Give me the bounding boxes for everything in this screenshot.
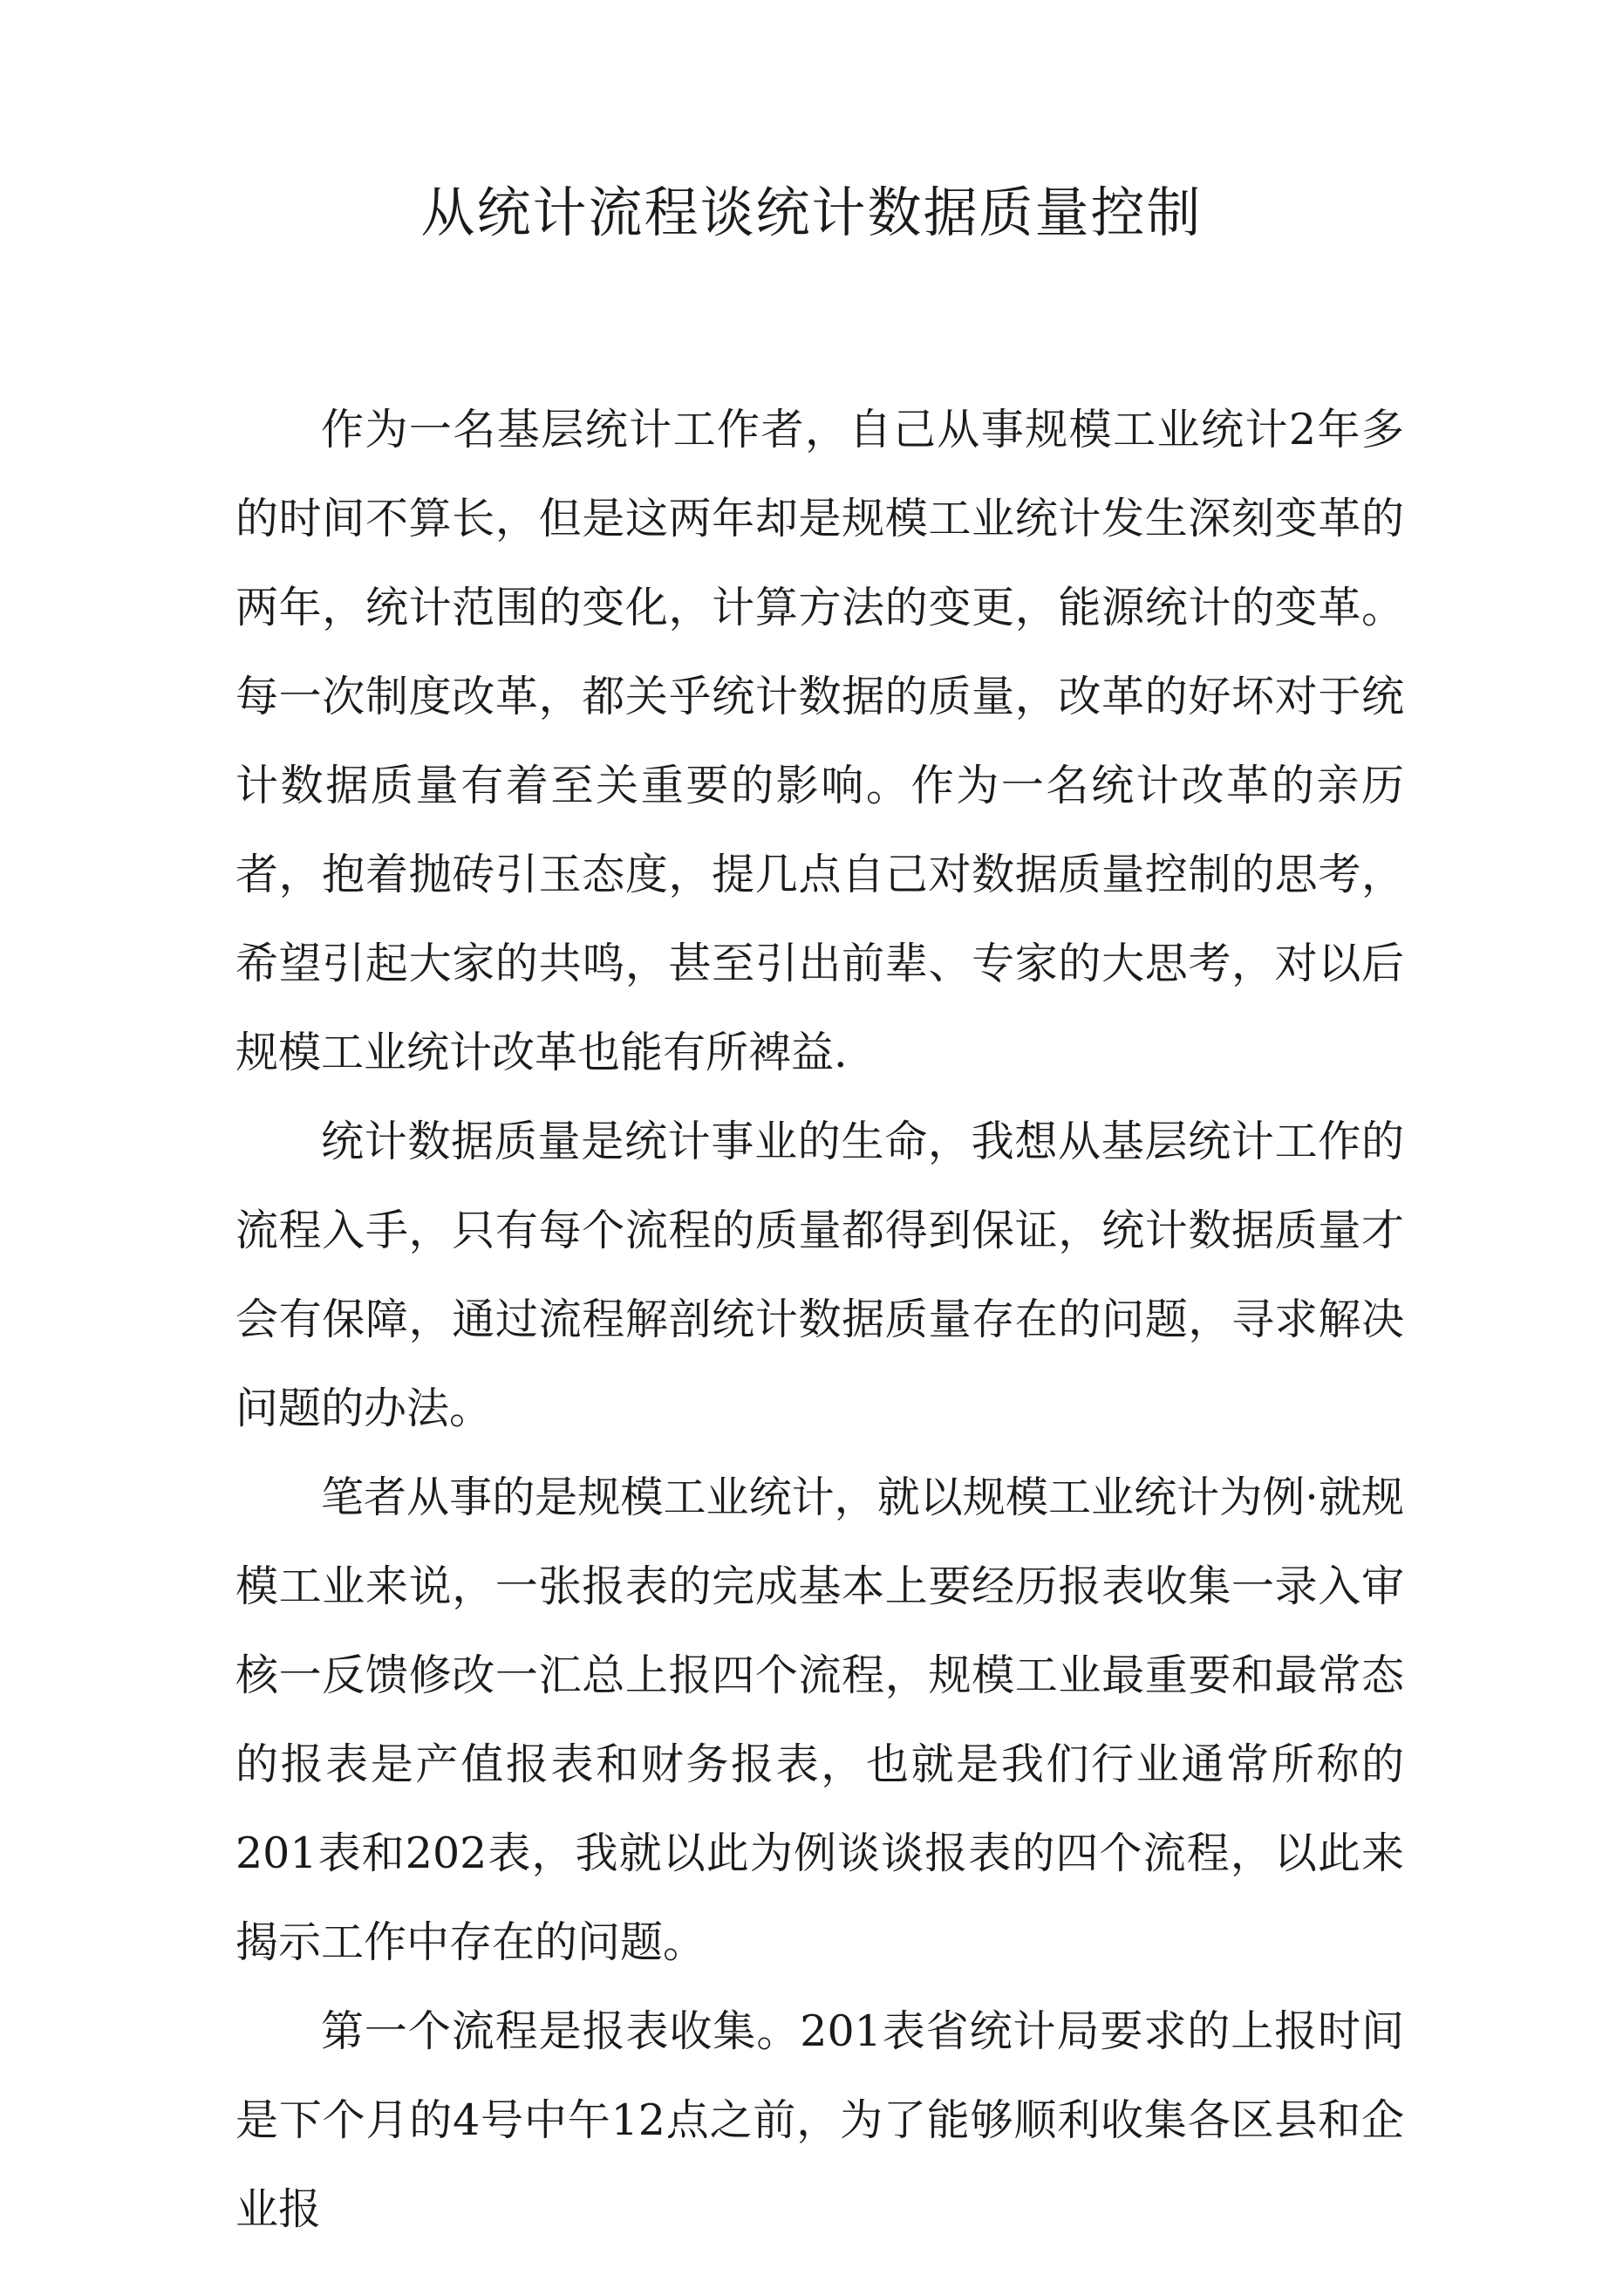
paragraph: 统计数据质量是统计事业的生命，我想从基层统计工作的流程入手，只有每个流程的质量都得到保证，统计数据质量才会有保障，通过流程解剖统计数据质量存在的问题，寻求解决问题的办法。: [235, 1117, 1404, 1433]
paragraph: 笔者从事的是规模工业统计，就以规模工业统计为例·就规模工业来说，一张报表的完成基本上要经历报表收集一录入审核一反馈修改一汇总上报四个流程，规模工业最重要和最常态的报表是产值报表和财务报表，也就是我们行业通常所称的201表和202表，我就以此为例谈谈报表的四个流程，以此来揭示工作中存在的问题。: [235, 1473, 1404, 1967]
document-body: [235, 386, 1404, 2254]
paragraph: 作为一名基层统计工作者，自己从事规模工业统计2年多的时间不算长，但是这两年却是规模工业统计发生深刻变革的两年，统计范围的变化，计算方法的变更，能源统计的变革。每一次制度改革，都关乎统计数据的质量，改革的好坏对于统计数据质量有着至关重要的影响。作为一名统计改革的亲历者，抱着抛砖引玉态度，提几点自己对数据质量控制的思考，希望引起大家的共鸣，甚至引出前辈、专家的大思考，对以后规模工业统计改革也能有所裨益.: [235, 405, 1404, 1077]
paragraph: 第一个流程是报表收集。201表省统计局要求的上报时间是下个月的4号中午12点之前，为了能够顺利收集各区县和企业报: [235, 2006, 1404, 2234]
page-title: 从统计流程谈统计数据质量控制: [420, 181, 1203, 244]
